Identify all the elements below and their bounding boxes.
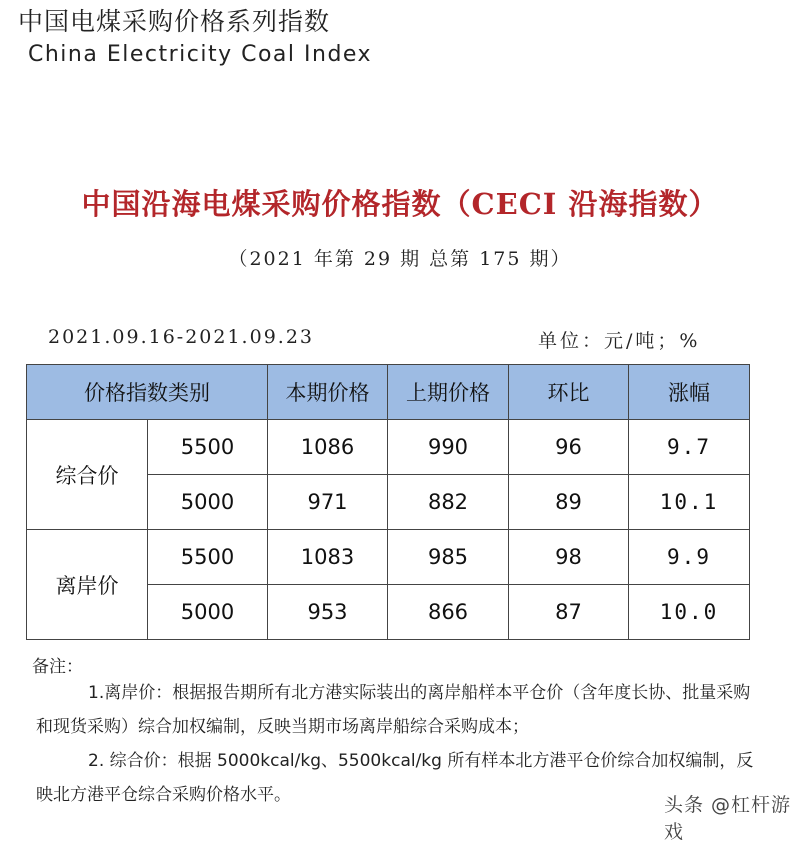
notes-heading: 备注：	[32, 657, 83, 677]
change-cell: 9.9	[629, 530, 750, 585]
header-category: 价格指数类别	[27, 365, 268, 420]
spec-cell: 5500	[148, 530, 268, 585]
brand-chinese-title: 中国电煤采购价格系列指数	[18, 7, 331, 36]
note-composite-price: 2. 综合价：根据 5000kcal/kg、5500kcal/kg 所有样本北方港平仓价综合加权编制，反映北方港平仓综合采购价格水平。	[36, 751, 754, 805]
current-price-cell: 1083	[268, 530, 388, 585]
table-row	[27, 530, 750, 585]
current-price-cell: 971	[268, 475, 388, 530]
spec-cell: 5500	[148, 420, 268, 475]
spec-cell: 5000	[148, 585, 268, 640]
ratio-cell: 98	[509, 530, 629, 585]
watermark: 头条 @杠杆游戏	[664, 794, 792, 843]
page-title: 中国沿海电煤采购价格指数（CECI 沿海指数）	[81, 187, 719, 221]
previous-price-cell: 882	[388, 475, 509, 530]
previous-price-cell: 985	[388, 530, 509, 585]
price-index-table	[26, 364, 750, 640]
unit-label: 单位：元/吨；%	[538, 330, 701, 352]
current-price-cell: 1086	[268, 420, 388, 475]
note-offshore-price: 1.离岸价：根据报告期所有北方港实际装出的离岸船样本平仓价（含年度长协、批量采购和现货采购）综合加权编制，反映当期市场离岸船综合采购成本；	[36, 683, 751, 737]
ratio-cell: 96	[509, 420, 629, 475]
brand-english-title: China Electricity Coal Index	[28, 42, 373, 67]
header-previous-price: 上期价格	[388, 365, 509, 420]
category-cell: 综合价	[27, 420, 148, 530]
header-ratio: 环比	[509, 365, 629, 420]
ratio-cell: 89	[509, 475, 629, 530]
change-cell: 10.1	[629, 475, 750, 530]
previous-price-cell: 866	[388, 585, 509, 640]
change-cell: 10.0	[629, 585, 750, 640]
previous-price-cell: 990	[388, 420, 509, 475]
table-header-row	[27, 365, 750, 420]
header-current-price: 本期价格	[268, 365, 388, 420]
table-row	[27, 420, 750, 475]
category-cell: 离岸价	[27, 530, 148, 640]
header-change: 涨幅	[629, 365, 750, 420]
ratio-cell: 87	[509, 585, 629, 640]
change-cell: 9.7	[629, 420, 750, 475]
current-price-cell: 953	[268, 585, 388, 640]
issue-number: （2021 年第 29 期 总第 175 期）	[228, 248, 572, 270]
spec-cell: 5000	[148, 475, 268, 530]
date-range: 2021.09.16-2021.09.23	[48, 326, 314, 348]
